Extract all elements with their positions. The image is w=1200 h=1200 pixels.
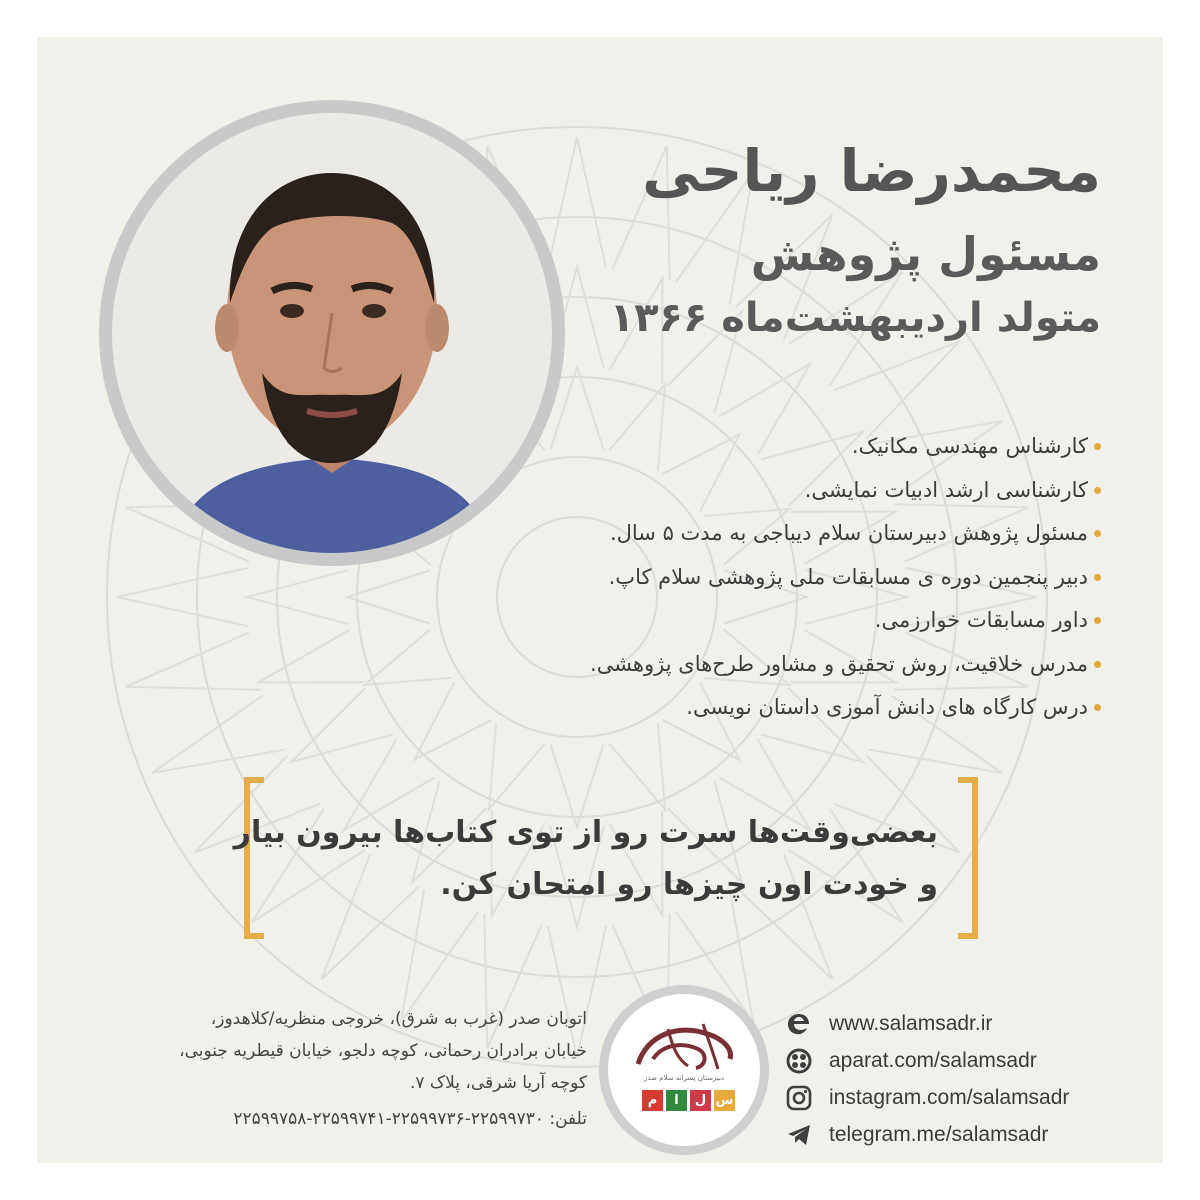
logo-tile: س <box>714 1090 735 1111</box>
quote-box <box>233 777 978 939</box>
list-item: دبیر پنجمین دوره ی مسابقات ملی پژوهشی سلام کاپ. <box>461 556 1101 600</box>
address-line: کوچه آریا شرقی، پلاک ۷. <box>409 1073 587 1093</box>
mandala-petal <box>258 630 363 682</box>
bullet-dot <box>1094 617 1101 624</box>
bullet-dot <box>1094 487 1101 494</box>
list-item: مسئول پژوهش دبیرستان سلام دیباجی به مدت ۵ سال. <box>461 512 1101 556</box>
list-item: درس کارگاه های دانش آموزی داستان نویسی. <box>461 686 1101 730</box>
address-line: خیابان برادران رحمانی، کوچه دلجو، خیابان قیطریه جنوبی، <box>179 1041 587 1061</box>
bullet-dot <box>1094 704 1101 711</box>
telegram-link[interactable]: telegram.me/salamsadr <box>785 1116 1125 1153</box>
telegram-icon <box>785 1121 813 1149</box>
mandala-petal <box>365 629 451 685</box>
bullet-dot <box>1094 574 1101 581</box>
quote-line: بعضی‌وقت‌ها سرت رو از توی کتاب‌ها بیرون بیار <box>233 815 938 850</box>
credentials-list <box>461 425 1101 730</box>
mandala-petal <box>347 571 429 624</box>
person-role: مسئول پژوهش <box>750 227 1101 281</box>
profile-card <box>37 37 1163 1163</box>
bullet-dot <box>1094 443 1101 450</box>
mandala-petal <box>247 570 349 624</box>
person-name: محمدرضا ریاحی <box>642 137 1101 205</box>
edge-browser-icon <box>785 1010 813 1038</box>
aparat-icon <box>785 1047 813 1075</box>
list-item: کارشناس مهندسی مکانیک. <box>461 425 1101 469</box>
mandala-petal <box>117 568 248 626</box>
bullet-dot <box>1094 661 1101 668</box>
list-item: داور مسابقات خوارزمی. <box>461 599 1101 643</box>
contact-links <box>785 1005 1125 1153</box>
instagram-link[interactable]: instagram.com/salamsadr <box>785 1079 1125 1116</box>
quote-line: و خودت اون چیزها رو امتحان کن. <box>440 867 938 902</box>
logo-tile: م <box>642 1090 663 1111</box>
calligraphy-logo-icon <box>608 994 760 1146</box>
address-line: اتوبان صدر (غرب به شرق)، خروجی منظریه/کلاهدوز، <box>210 1009 587 1029</box>
address-block <box>97 1003 587 1135</box>
instagram-icon <box>785 1084 813 1112</box>
logo-subtitle: دبیرستان پسرانه سلام صدر <box>643 1074 725 1082</box>
list-item: کارشناسی ارشد ادبیات نمایشی. <box>461 469 1101 513</box>
mandala-petal <box>548 137 606 268</box>
bullet-dot <box>1094 530 1101 537</box>
aparat-link[interactable]: aparat.com/salamsadr <box>785 1042 1125 1079</box>
logo-tile: ل <box>690 1090 711 1111</box>
mandala-petal <box>126 633 260 690</box>
school-logo <box>599 985 769 1155</box>
logo-badge <box>608 994 760 1146</box>
logo-tile: ا <box>666 1090 687 1111</box>
person-birth: متولد اردیبهشت‌ماه ۱۳۶۶ <box>609 295 1101 341</box>
quote-text <box>233 807 938 911</box>
list-item: مدرس خلاقیت، روش تحقیق و مشاور طرح‌های پژوهشی. <box>461 643 1101 687</box>
mandala-petal <box>152 696 284 773</box>
phone-numbers: تلفن: ۲۲۵۹۹۷۳۰-۲۲۵۹۹۷۳۶-۲۲۵۹۹۷۴۱-۲۲۵۹۹۷۵۸ <box>233 1109 587 1129</box>
website-link[interactable]: www.salamsadr.ir <box>785 1005 1125 1042</box>
quote-bracket-right <box>958 777 978 939</box>
